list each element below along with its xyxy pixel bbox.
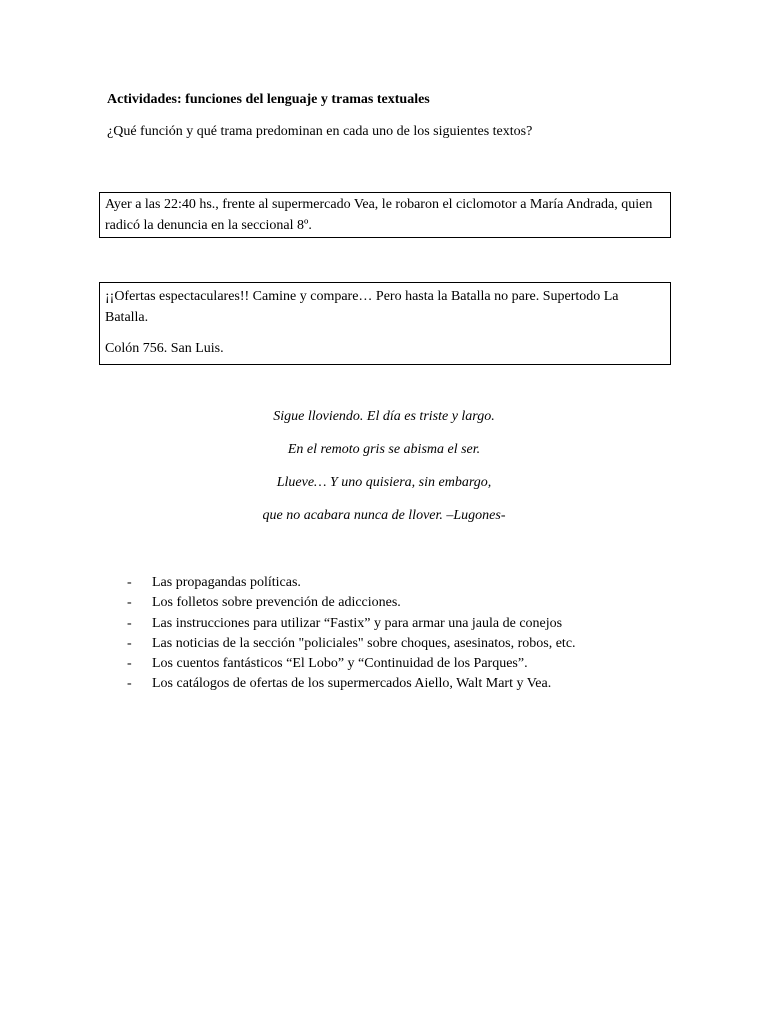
advert-address: Colón 756. San Luis. bbox=[105, 341, 224, 356]
list-bullet: - bbox=[127, 575, 132, 590]
poem-line: Llueve… Y uno quisiera, sin embargo, bbox=[276, 475, 492, 490]
poem bbox=[99, 406, 669, 538]
list-item bbox=[127, 614, 576, 634]
list-item-text: Las instrucciones para utilizar “Fastix” y para armar una jaula de conejos bbox=[152, 615, 563, 631]
text-types-list bbox=[127, 573, 576, 695]
list-item bbox=[127, 634, 576, 654]
list-item-text: Los cuentos fantásticos “El Lobo” y “Continuidad de los Parques”. bbox=[152, 656, 528, 672]
list-item bbox=[127, 674, 576, 694]
list-item-text: Las propagandas políticas. bbox=[152, 575, 301, 590]
question-text: ¿Qué función y qué trama predominan en cada uno de los siguientes textos? bbox=[107, 124, 533, 139]
news-text: Ayer a las 22:40 hs., frente al supermercado Vea, le robaron el ciclomotor a María Andrada, quien radicó la denuncia en la seccional 8º. bbox=[105, 197, 653, 233]
advert-text: ¡¡Ofertas espectaculares!! Camine y compare… Pero hasta la Batalla no pare. Supertodo La Batalla. bbox=[105, 289, 619, 325]
list-bullet: - bbox=[127, 595, 132, 611]
advert-text-box bbox=[99, 282, 671, 365]
list-bullet: - bbox=[127, 615, 132, 631]
list-item-text: Las noticias de la sección "policiales" sobre choques, asesinatos, robos, etc. bbox=[152, 635, 576, 651]
list-item bbox=[127, 654, 576, 674]
poem-line: que no acabara nunca de llover. –Lugones- bbox=[262, 508, 506, 523]
list-bullet: - bbox=[127, 635, 132, 651]
poem-line: Sigue lloviendo. El día es triste y largo. bbox=[273, 409, 495, 424]
poem-line: En el remoto gris se abisma el ser. bbox=[287, 442, 481, 457]
list-item bbox=[127, 573, 576, 593]
list-bullet: - bbox=[127, 656, 132, 672]
list-item-text: Los catálogos de ofertas de los supermercados Aiello, Walt Mart y Vea. bbox=[152, 676, 552, 692]
news-text-box bbox=[99, 192, 671, 238]
list-item-text: Los folletos sobre prevención de adicciones. bbox=[152, 595, 401, 611]
list-bullet: - bbox=[127, 676, 132, 692]
list-item bbox=[127, 593, 576, 613]
document-title: Actividades: funciones del lenguaje y tramas textuales bbox=[107, 92, 430, 107]
